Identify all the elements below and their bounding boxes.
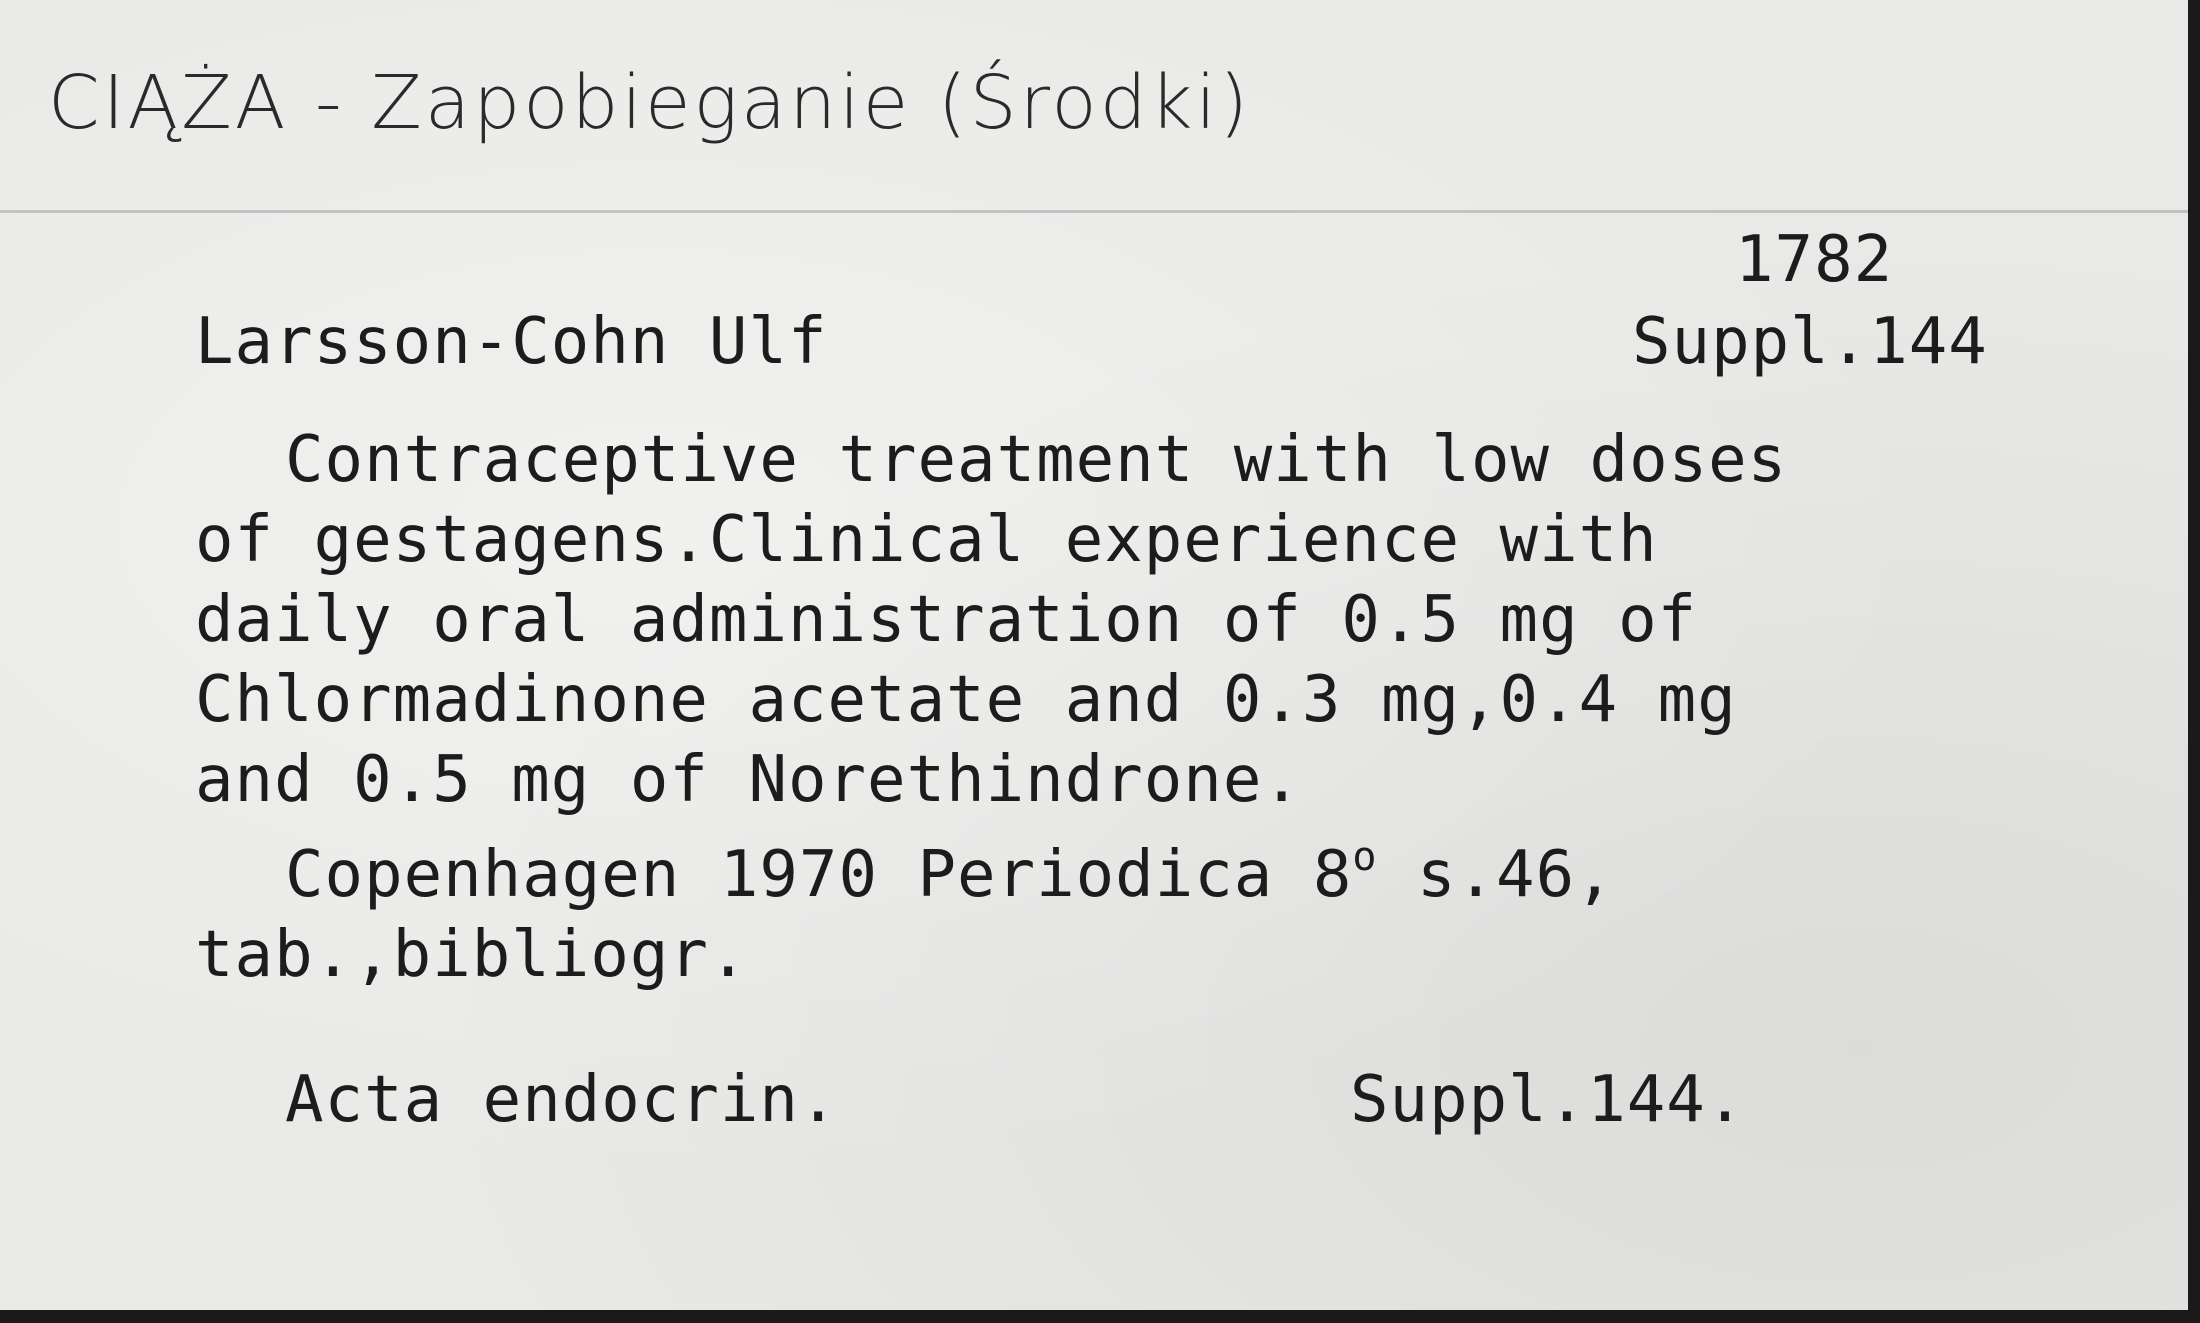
- heading-rule: [0, 210, 2188, 213]
- title-line: Chlormadinone acetate and 0.3 mg,0.4 mg: [195, 663, 1737, 737]
- imprint-line: [195, 835, 1615, 915]
- imprint-line-2: tab.,bibliogr.: [195, 918, 749, 992]
- supplement-number: Suppl.144: [1632, 305, 1988, 379]
- format-superscript: o: [1352, 834, 1378, 880]
- imprint-block: [195, 835, 1615, 995]
- title-line: daily oral administration of 0.5 mg of: [195, 583, 1698, 657]
- imprint-suffix: s.46,: [1377, 838, 1615, 912]
- title-line: Contraceptive treatment with low doses: [285, 423, 1788, 497]
- subject-heading: CIĄŻA - Zapobieganie (Środki): [48, 60, 1251, 146]
- title-line: of gestagens.Clinical experience with: [195, 503, 1658, 577]
- title-line: and 0.5 mg of Norethindrone.: [195, 743, 1302, 817]
- imprint-prefix: Copenhagen 1970 Periodica 8: [285, 838, 1353, 912]
- title-block: [195, 420, 1787, 820]
- author-name: Larsson-Cohn Ulf: [195, 305, 828, 379]
- call-number: 1782: [1735, 223, 1894, 297]
- series-supplement: Suppl.144.: [1350, 1063, 1746, 1137]
- series-name: Acta endocrin.: [285, 1063, 839, 1137]
